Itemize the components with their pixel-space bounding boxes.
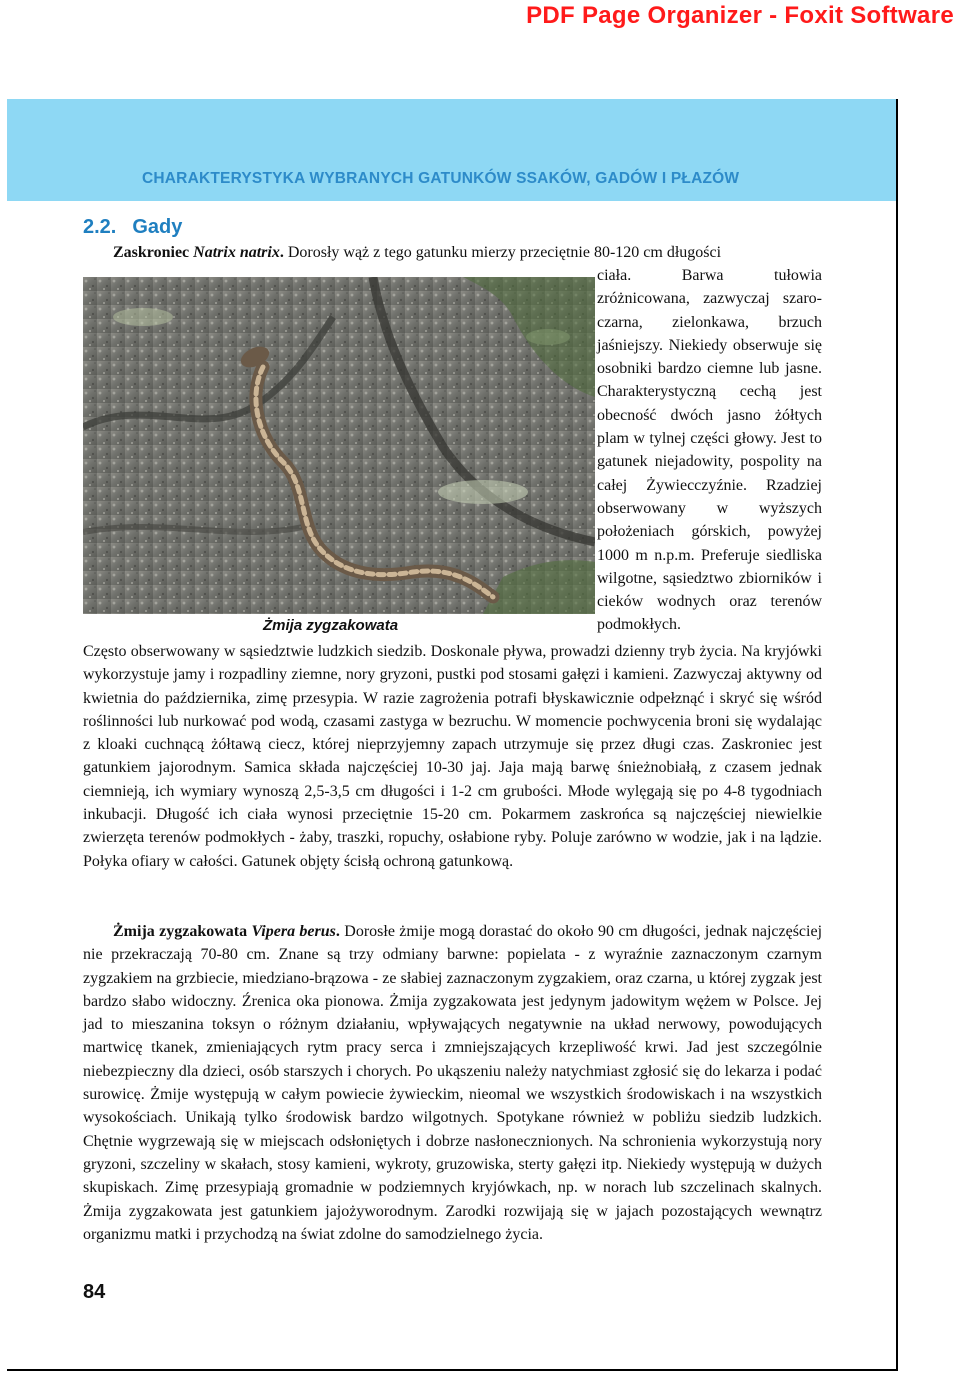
paragraph-vipera: Żmija zygzakowata Vipera berus. Dorosłe żmije mogą dorastać do około 90 cm długości, jednak najczęściej nie przekraczają 70-80 cm. Znane są trzy odmiany barwne: popielata - z wyraźnie zaznaczonym czarnym zygzakiem na grzbiecie, miedziano-brązowa - ze słabiej zaznaczonym zygzakiem, oraz czarna, u której zygzak jest bardzo słabo widoczny. Źrenica oka pionowa. Żmija zygzakowata jest jedynym jadowitym wężem w Polsce. Jej jad to mieszanina toksyn o różnym działaniu, wpływających negatywnie na układ nerwowy, powodujących martwicę tkanek, zmieniających rytm pracy serca i zmniejszających krzepliwość krwi. Jad jest szczególnie niebezpieczny dla dzieci, osób starszych i chorych. Po ukąszeniu należy natychmiast zgłosić się do lekarza i podać surowicę. Żmije występują w całym powiecie żywieckim, nieomal we wszystkich środowiskach i na wszystkich wysokościach. Unikają tylko środowisk bardzo wilgotnych. Spotykane również w pobliżu siedzib ludzkich. Chętnie wygrzewają się w miejscach odsłoniętych i dobrze nasłonecznionych. Na schronienia wykorzystują nory gryzoni, szczeliny w skałach, stosy kamieni, wykroty, gruzowiska, sterty gałęzi itp. Niekiedy występują w dużych skupiskach. Zimę przesypiają gromadnie w podziemnych kryjówkach, np. w norach lub szczelinach skalnych. Żmija zygzakowata jest gatunkiem jajożyworodnym. Zarodki rozwijają się w jajach pozostających wewnątrz organizmu matki i przychodzą na świat zdolne do samodzielnego życia. (83, 923, 823, 1243)
section-number: 2.2. (83, 216, 117, 238)
app-title: PDF Page Organizer - Foxit Software (526, 2, 954, 29)
paragraph-natrix-lead: Zaskroniec Natrix natrix. Dorosły wąż z tego gatunku mierzy przeciętnie 80-120 cm długości (113, 244, 722, 261)
snake-photo (83, 277, 595, 614)
paragraph-natrix-rest: Często obserwowany w sąsiedztwie ludzkich siedzib. Doskonale pływa, prowadzi dzienny tryb życia. Na kryjówki wykorzystuje jamy i rozpadliny ziemne, nory gryzoni, pustki pod stosami gałęzi i kamieni. Zazwyczaj aktywny od kwietnia do października, zimę przesypia. W razie zagrożenia potrafi błyskawicznie odpełznąć i skryć się wśród roślinności lub nurkować pod wodą, czasami zastyga w bezruchu. W momencie pochwycenia broni się wydalając z kloaki cuchnącą żółtawą ciecz, której nieprzyjemny zapach utrzymuje się przez długi czas. Zaskroniec jest gatunkiem jajorodnym. Samica składa najczęściej 10-30 jaj. Jaja mają barwę śnieżnobiałą, z czasem jednak ciemnieją, ich wymiary wynoszą 2,5-3,5 cm długości i 1-2 cm grubości. Młode wylęgają się po 4-8 tygodniach inkubacji. Długość ich ciała wynosi przeciętnie 15-20 cm. Pokarmem zaskrońca są najczęściej niewielkie zwierzęta terenów podmokłych - żaby, traszki, ropuchy, osłabione ryby. Poluje zarówno w wodzie, jak i na lądzie. Połyka ofiary w całości. Gatunek objęty ścisłą ochroną gatunkową. (83, 643, 822, 870)
species-name-vipera: Żmija zygzakowata Vipera berus. (113, 923, 340, 940)
chapter-header: CHARAKTERYSTYKA WYBRANYCH GATUNKÓW SSAKÓW, GADÓW I PŁAZÓW (142, 170, 740, 187)
paragraph-natrix-side: ciała. Barwa tułowia zróżnicowana, zazwyczaj szaro-czarna, zielonkawa, brzuch jaśniejszy. Niekiedy obserwuje się osobniki bardzo ciemne lub jasne. Charakterystyczną cechą jest obecność dwóch jasno żółtych plam w tylnej części głowy. Jest to gatunek niejadowity, pospolity na całej Żywiecczyźnie. Rzadziej obserwowany w wyższych położeniach górskich, powyżej 1000 m n.p.m. Preferuje siedliska wilgotne, sąsiedztwo zbiorników i cieków wodnych oraz terenów podmokłych. (597, 267, 822, 634)
section-title: Gady (132, 216, 183, 238)
section-heading (83, 216, 182, 239)
photo-caption-text: Żmija zygzakowata (263, 617, 399, 634)
species-name-natrix: Zaskroniec Natrix natrix. (113, 244, 284, 261)
page-number: 84 (83, 1281, 106, 1303)
photo-caption (83, 614, 595, 638)
